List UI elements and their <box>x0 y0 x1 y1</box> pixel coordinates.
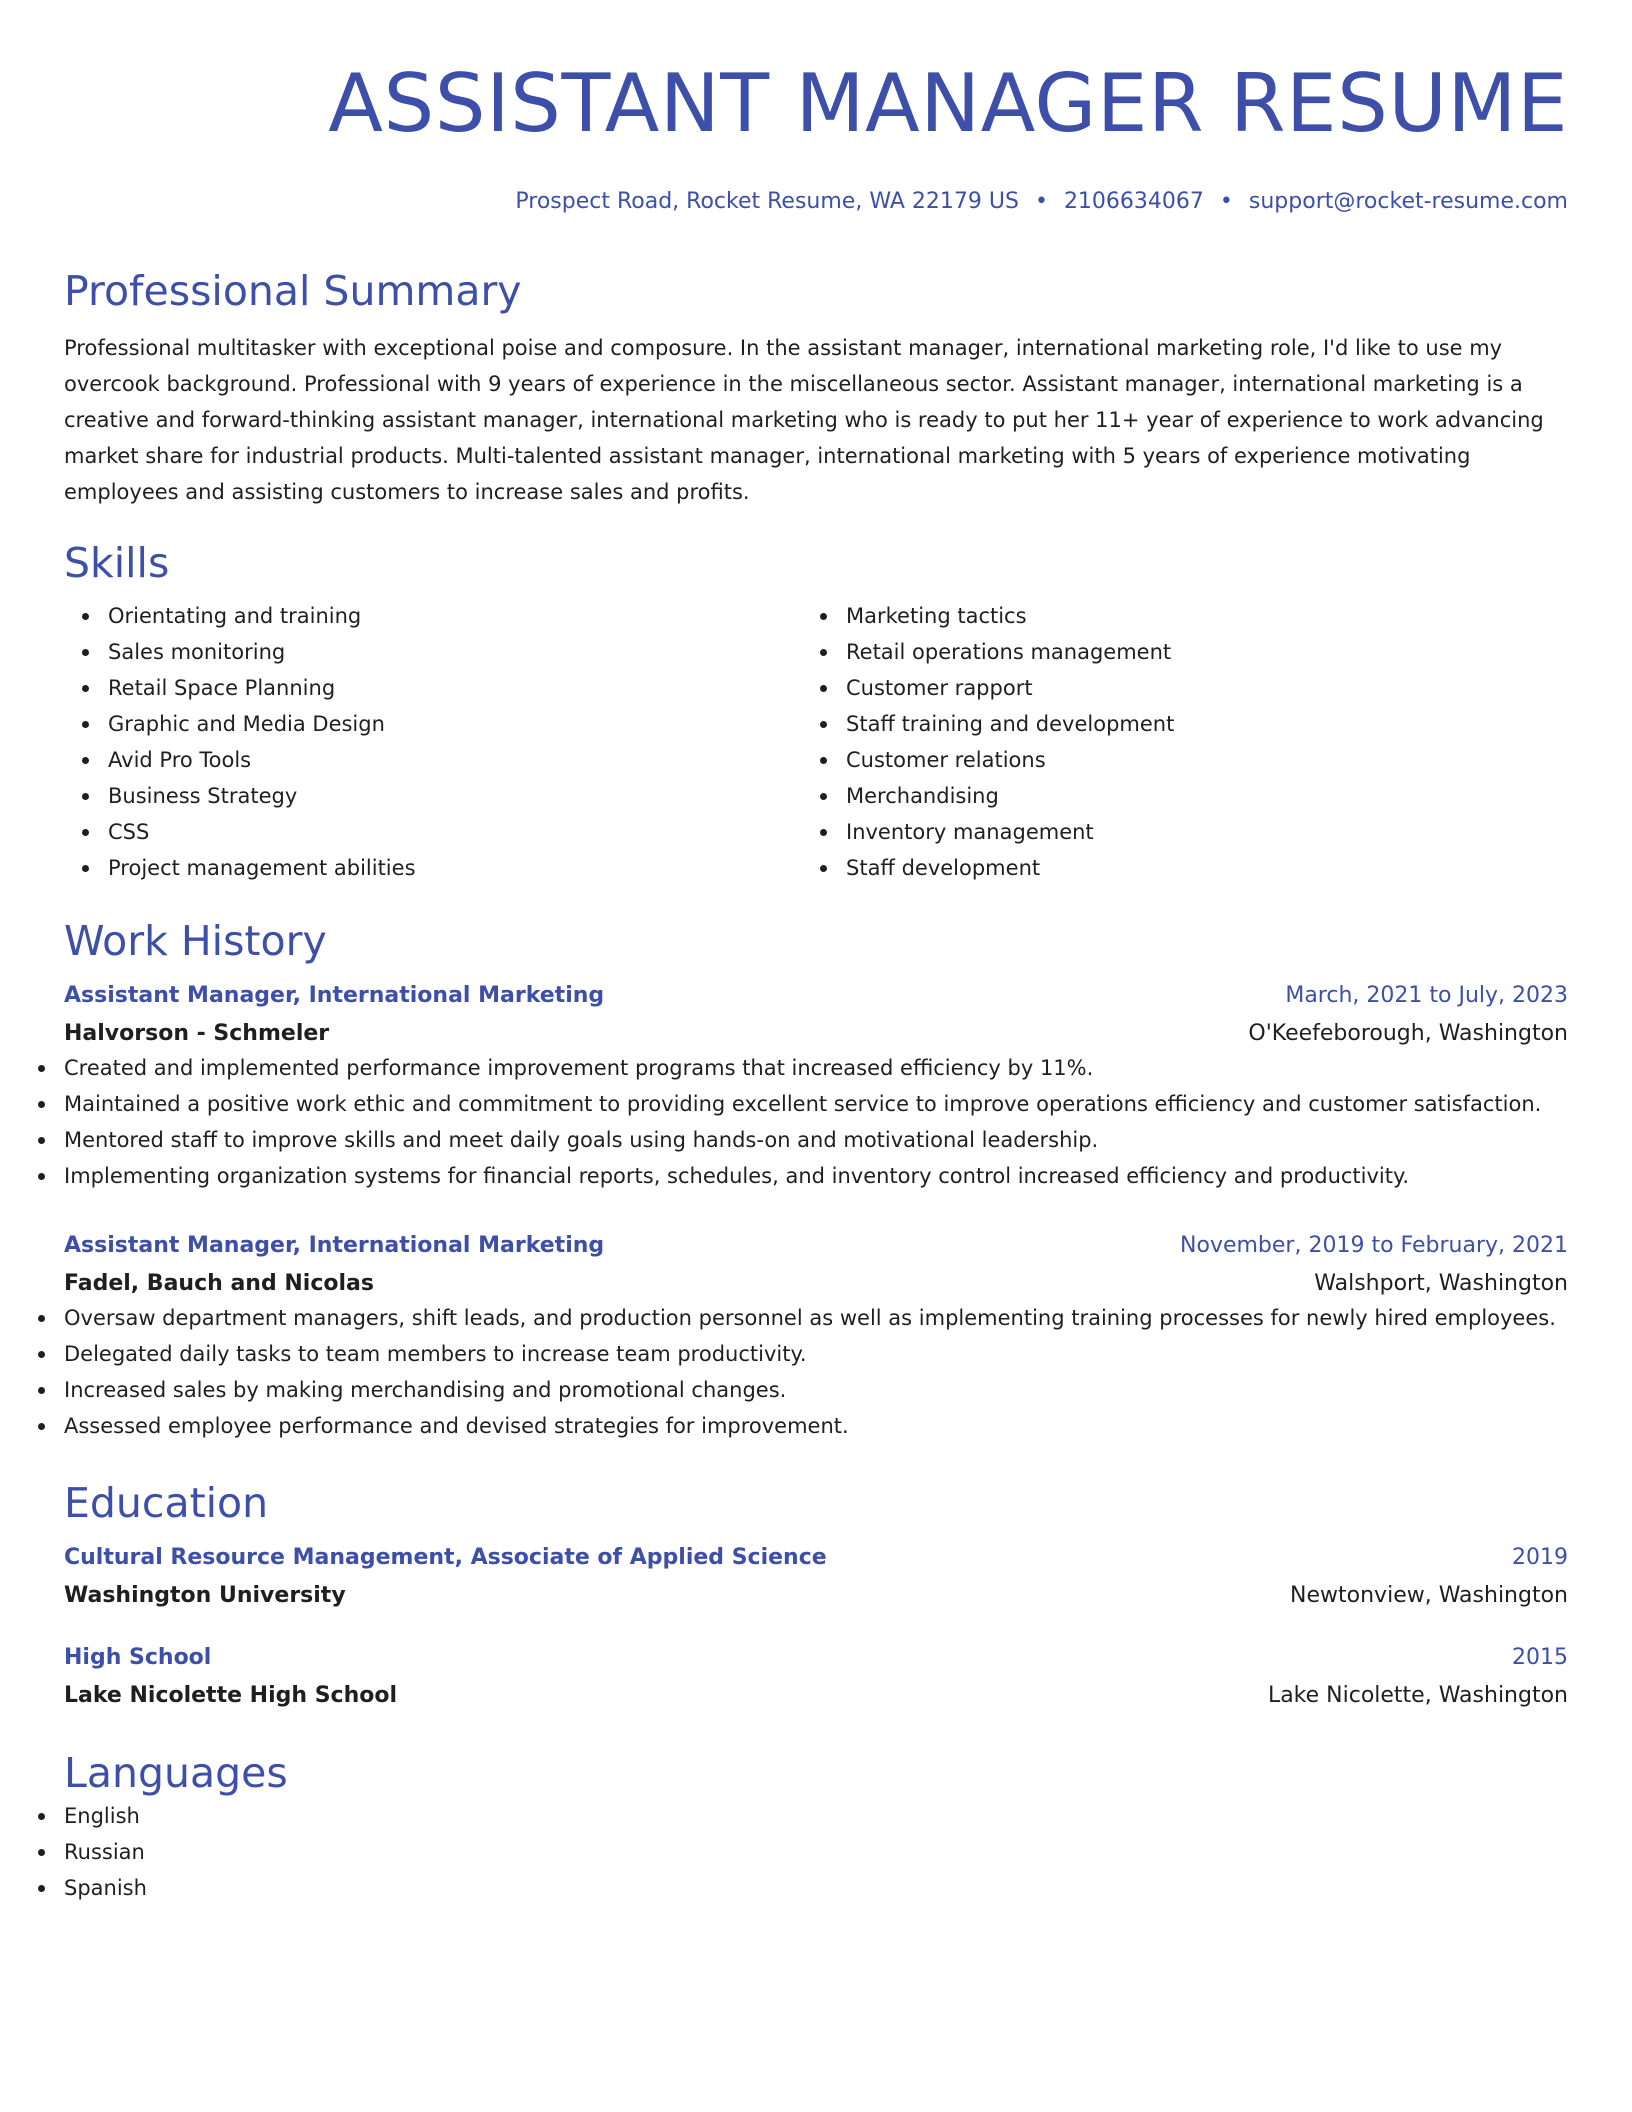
skill-item: Avid Pro Tools <box>108 742 802 778</box>
job-entry <box>64 1230 1568 1444</box>
education-heading: Education <box>64 1479 269 1527</box>
school-location: Newtonview, Washington <box>1290 1583 1568 1608</box>
languages-section <box>64 1748 1568 1906</box>
job-bullet: Increased sales by making merchandising and promotional changes. <box>64 1372 1568 1408</box>
resume-header <box>64 56 1568 216</box>
degree-title: High School <box>64 1645 212 1670</box>
job-location: Walshport, Washington <box>1314 1271 1568 1296</box>
skill-item: Retail Space Planning <box>108 670 802 706</box>
skill-item: Marketing tactics <box>846 598 1540 634</box>
job-bullet: Created and implemented performance improvement programs that increased efficiency by 11%. <box>64 1050 1568 1086</box>
education-entry <box>64 1542 1568 1612</box>
skills-list-left <box>108 598 802 886</box>
job-bullet: Oversaw department managers, shift leads, and production personnel as well as implementing training processes for newly hired employees. <box>64 1300 1568 1336</box>
work-history-heading: Work History <box>64 917 327 965</box>
skill-item: Orientating and training <box>108 598 802 634</box>
skill-item: Graphic and Media Design <box>108 706 802 742</box>
skill-item: Inventory management <box>846 814 1540 850</box>
languages-heading: Languages <box>64 1749 288 1797</box>
summary-text: Professional multitasker with exceptional poise and composure. In the assistant manager, international marketing role, I'd like to use my overcook background. Professional with 9 years of experience in the miscellaneous sector. Assistant manager, international marketing is a creative and forward-thinking assistant manager, international marketing who is ready to put her 11+ year of experience to work advancing market share for industrial products. Multi-talented assistant manager, international marketing with 5 years of experience motivating employees and assisting customers to increase sales and profits. <box>64 336 1544 504</box>
job-title-row <box>64 1230 1568 1262</box>
skill-item: Staff training and development <box>846 706 1540 742</box>
education-section <box>64 1478 1568 1712</box>
job-dates: March, 2021 to July, 2023 <box>1285 983 1568 1008</box>
skill-item: Customer rapport <box>846 670 1540 706</box>
skill-item: Retail operations management <box>846 634 1540 670</box>
job-entry <box>64 980 1568 1194</box>
resume-name: ASSISTANT MANAGER RESUME <box>328 57 1568 150</box>
language-item: English <box>64 1798 1568 1834</box>
bullet-separator-icon: • <box>1034 189 1048 214</box>
work-history-section <box>64 916 1568 1444</box>
job-title: Assistant Manager, International Marketing <box>64 1233 605 1258</box>
skill-item: Sales monitoring <box>108 634 802 670</box>
contact-address: Prospect Road, Rocket Resume, WA 22179 US <box>515 189 1019 214</box>
job-title-row <box>64 980 1568 1012</box>
language-item: Russian <box>64 1834 1568 1870</box>
job-bullets <box>64 1300 1568 1444</box>
bullet-separator-icon: • <box>1219 189 1233 214</box>
job-bullet: Maintained a positive work ethic and commitment to providing excellent service to improve operations efficiency and customer satisfaction. <box>64 1086 1568 1122</box>
skills-section <box>64 538 1568 886</box>
education-entry <box>64 1642 1568 1712</box>
job-company-row <box>64 1262 1568 1300</box>
contact-phone: 2106634067 <box>1063 189 1204 214</box>
skills-column-right <box>802 598 1540 886</box>
job-bullets <box>64 1050 1568 1194</box>
school-row <box>64 1574 1568 1612</box>
job-company-row <box>64 1012 1568 1050</box>
skill-item: CSS <box>108 814 802 850</box>
school-row <box>64 1674 1568 1712</box>
job-bullet: Implementing organization systems for financial reports, schedules, and inventory control increased efficiency and productivity. <box>64 1158 1568 1194</box>
skills-grid <box>64 598 1568 886</box>
job-title: Assistant Manager, International Marketing <box>64 983 605 1008</box>
summary-heading: Professional Summary <box>64 267 522 315</box>
skills-column-left <box>64 598 802 886</box>
school-name: Lake Nicolette High School <box>64 1683 398 1708</box>
skills-list-right <box>846 598 1540 886</box>
skill-item: Business Strategy <box>108 778 802 814</box>
skills-heading: Skills <box>64 539 170 587</box>
skill-item: Merchandising <box>846 778 1540 814</box>
skill-item: Customer relations <box>846 742 1540 778</box>
job-bullet: Delegated daily tasks to team members to increase team productivity. <box>64 1336 1568 1372</box>
job-company: Fadel, Bauch and Nicolas <box>64 1271 374 1296</box>
job-dates: November, 2019 to February, 2021 <box>1180 1233 1568 1258</box>
degree-year: 2019 <box>1512 1545 1568 1570</box>
degree-row <box>64 1542 1568 1574</box>
summary-section <box>64 266 1568 510</box>
degree-year: 2015 <box>1512 1645 1568 1670</box>
skill-item: Staff development <box>846 850 1540 886</box>
languages-list <box>64 1798 1568 1906</box>
skill-item: Project management abilities <box>108 850 802 886</box>
degree-title: Cultural Resource Management, Associate of Applied Science <box>64 1545 827 1570</box>
degree-row <box>64 1642 1568 1674</box>
school-location: Lake Nicolette, Washington <box>1267 1683 1568 1708</box>
school-name: Washington University <box>64 1583 346 1608</box>
job-bullet: Mentored staff to improve skills and meet daily goals using hands-on and motivational leadership. <box>64 1122 1568 1158</box>
contact-line <box>64 188 1568 216</box>
job-bullet: Assessed employee performance and devised strategies for improvement. <box>64 1408 1568 1444</box>
language-item: Spanish <box>64 1870 1568 1906</box>
contact-email: support@rocket-resume.com <box>1248 189 1568 214</box>
job-location: O'Keefeborough, Washington <box>1248 1021 1568 1046</box>
job-company: Halvorson - Schmeler <box>64 1021 330 1046</box>
